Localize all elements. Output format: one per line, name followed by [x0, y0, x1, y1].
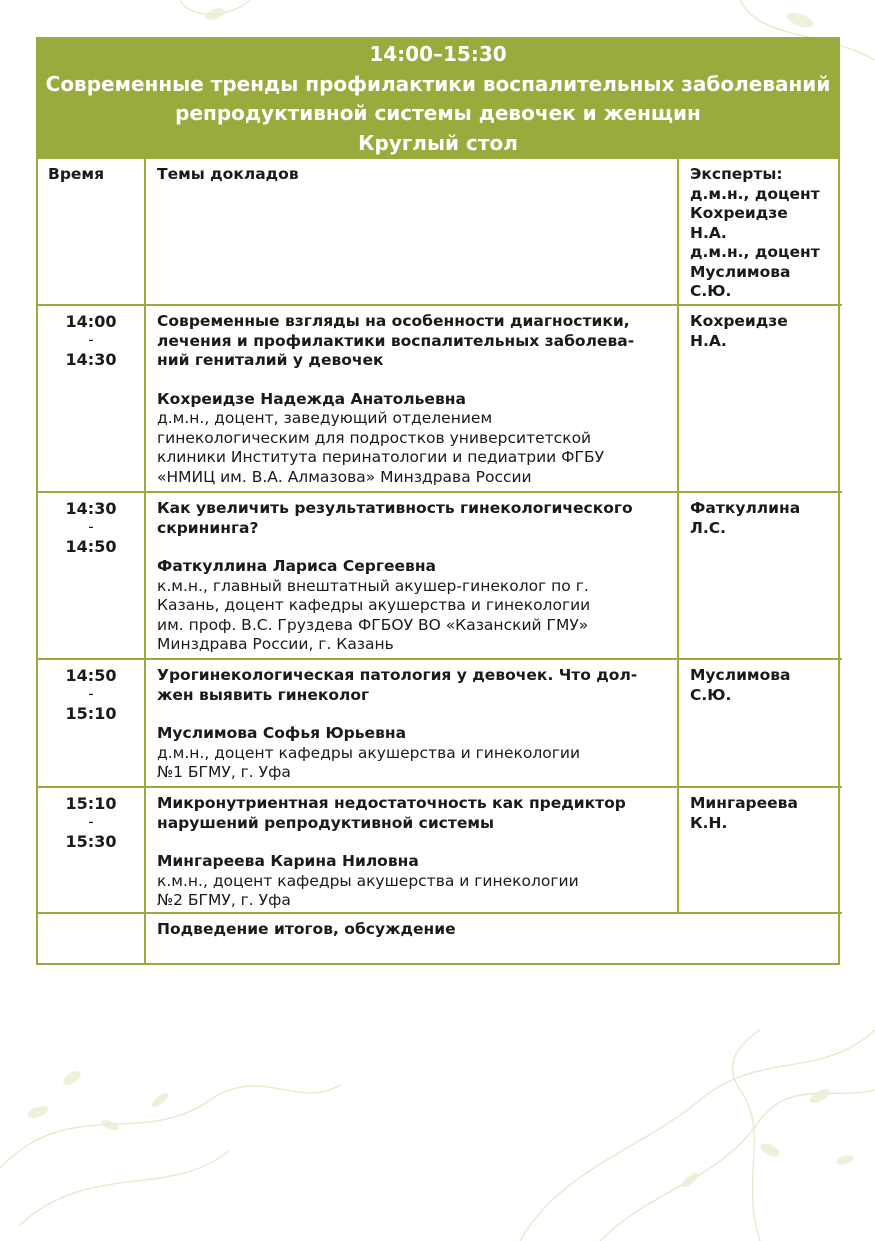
affiliation-line: к.м.н., главный внештатный акушер-гинеколог по г.	[157, 576, 589, 595]
time-dash: –	[88, 817, 94, 828]
table-row	[38, 305, 842, 492]
talk-title-line: Микронутриентная недостаточность как предиктор	[157, 794, 626, 812]
speaker-affiliation	[157, 409, 667, 487]
affiliation-line: к.м.н., доцент кафедры акушерства и гинекологии	[157, 871, 579, 890]
session-format: Круглый стол	[358, 130, 518, 155]
expert-name: Муслимова	[690, 666, 791, 684]
session-header	[38, 39, 838, 159]
expert-initials: С.Ю.	[690, 685, 732, 704]
session-title-line2: репродуктивной системы девочек и женщин	[175, 101, 701, 125]
talk-title-line: скрининга?	[157, 518, 259, 537]
talk-title	[157, 499, 667, 538]
column-header-time: Время	[38, 159, 145, 305]
table-row	[38, 659, 842, 787]
end-time: 15:30	[65, 832, 117, 851]
expert-initials: Н.А.	[690, 331, 727, 350]
affiliation-line: д.м.н., доцент кафедры акушерства и гинекологии	[157, 743, 581, 762]
column-header-experts	[678, 159, 842, 305]
talk-title-line: Современные взгляды на особенности диагностики,	[157, 312, 630, 330]
end-time: 14:50	[65, 537, 117, 556]
affiliation-line: клиники Института перинатологии и педиатрии ФГБУ	[157, 448, 605, 466]
time-dash: –	[88, 335, 94, 346]
time-dash: –	[88, 689, 94, 700]
table-header-row	[38, 159, 842, 305]
experts-line: Н.А.	[690, 223, 727, 242]
affiliation-line: д.м.н., доцент, заведующий отделением	[157, 409, 493, 427]
affiliation-line: гинекологическим для подростков университетской	[157, 428, 592, 447]
speaker-affiliation	[157, 577, 667, 655]
expert-name: Мингареева	[690, 794, 798, 812]
end-time: 15:10	[65, 704, 117, 723]
time-dash: –	[88, 522, 94, 533]
topic-cell	[145, 492, 678, 659]
start-time: 14:50	[65, 666, 117, 685]
table-row-closing	[38, 913, 842, 963]
experts-line: д.м.н., доцент	[690, 243, 820, 261]
talk-title	[157, 312, 667, 371]
table-row	[38, 492, 842, 659]
affiliation-line: им. проф. В.С. Груздева ФГБОУ ВО «Казанский ГМУ»	[157, 615, 589, 634]
end-time: 14:30	[65, 350, 117, 369]
expert-cell	[678, 659, 842, 787]
expert-initials: Л.С.	[690, 518, 727, 537]
column-header-topics: Темы докладов	[145, 159, 678, 305]
expert-cell	[678, 787, 842, 913]
start-time: 14:30	[65, 499, 117, 518]
talk-title-line: лечения и профилактики воспалительных заболева-	[157, 331, 635, 350]
experts-line: Кохреидзе	[690, 204, 788, 222]
affiliation-line: Казань, доцент кафедры акушерства и гинекологии	[157, 596, 591, 614]
talk-title-line: нарушений репродуктивной системы	[157, 813, 495, 832]
topic-cell	[145, 305, 678, 492]
speaker-affiliation	[157, 744, 667, 783]
session-time: 14:00–15:30	[369, 42, 507, 66]
experts-line: С.Ю.	[690, 282, 732, 300]
affiliation-line: №2 БГМУ, г. Уфа	[157, 891, 291, 909]
expert-cell	[678, 305, 842, 492]
talk-title-line: ний гениталий у девочек	[157, 351, 384, 369]
expert-initials: К.Н.	[690, 813, 728, 832]
time-cell	[38, 305, 145, 492]
time-cell	[38, 659, 145, 787]
expert-name: Фаткуллина	[690, 499, 801, 517]
schedule-table	[38, 159, 842, 963]
speaker-affiliation	[157, 872, 667, 911]
speaker-name: Фаткуллина Лариса Сергеевна	[157, 557, 436, 575]
expert-name: Кохреидзе	[690, 312, 788, 330]
affiliation-line: №1 БГМУ, г. Уфа	[157, 763, 291, 781]
empty-time-cell	[38, 913, 145, 963]
talk-title-line: Урогинекологическая патология у девочек. Что дол-	[157, 666, 638, 684]
topic-cell	[145, 659, 678, 787]
start-time: 14:00	[65, 312, 117, 331]
experts-label: Эксперты:	[690, 165, 783, 183]
talk-title-line: Как увеличить результативность гинекологического	[157, 499, 633, 517]
start-time: 15:10	[65, 794, 117, 813]
affiliation-line: Минздрава России, г. Казань	[157, 635, 394, 653]
talk-title	[157, 794, 667, 833]
speaker-name: Мингареева Карина Ниловна	[157, 852, 419, 870]
speaker-name: Муслимова Софья Юрьевна	[157, 724, 407, 742]
topic-cell	[145, 787, 678, 913]
experts-line: д.м.н., доцент	[690, 184, 820, 203]
speaker-name: Кохреидзе Надежда Анатольевна	[157, 389, 466, 408]
time-cell	[38, 492, 145, 659]
talk-title	[157, 666, 667, 705]
time-cell	[38, 787, 145, 913]
affiliation-line: «НМИЦ им. В.А. Алмазова» Минздрава России	[157, 467, 532, 486]
session-title-line1: Современные тренды профилактики воспалительных заболеваний	[45, 71, 831, 96]
talk-title-line: жен выявить гинеколог	[157, 685, 370, 704]
program-table	[36, 37, 840, 965]
experts-line: Муслимова	[690, 262, 791, 281]
table-row	[38, 787, 842, 913]
closing-topic: Подведение итогов, обсуждение	[145, 913, 842, 963]
expert-cell	[678, 492, 842, 659]
